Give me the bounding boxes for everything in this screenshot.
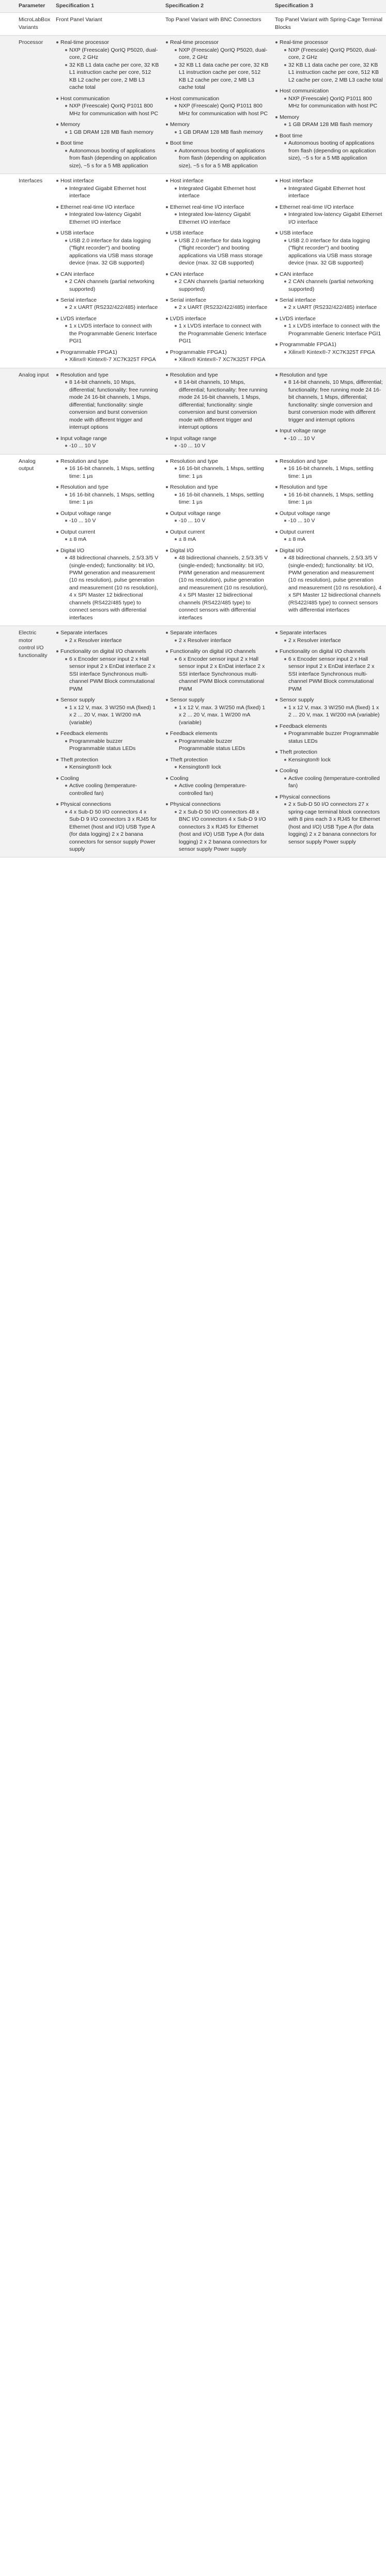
spec-group-title: Resolution and type [165,458,269,465]
spec-group-title: Memory [275,114,383,121]
spec-group-title: Resolution and type [275,371,383,379]
spec-item: Active cooling (temperature-controlled fan) [284,775,383,790]
spec-group-title: Separate interfaces [165,629,269,636]
spec-item: 2 x Resolver interface [174,637,269,644]
variant-1: Front Panel Variant [53,13,162,36]
spec-group [165,510,269,525]
spec-cell [162,174,272,368]
variant-3: Top Panel Variant with Spring-Cage Terminal Blocks [272,13,386,36]
spec-group [56,121,159,136]
spec-item: -10 ... 10 V [65,442,159,449]
spec-cell [53,174,162,368]
spec-item: ± 8 mA [284,536,383,543]
spec-group [165,547,269,622]
spec-item: 16 16-bit channels, 1 Msps, settling time: 1 µs [284,465,383,480]
spec-group [56,296,159,311]
spec-group [275,427,383,442]
spec-item: Integrated low-latency Gigabit Ethernet I/O interface [174,211,269,226]
spec-group-title: Cooling [275,767,383,774]
spec-item: Xilinx® Kintex®-7 XC7K325T FPGA [174,356,269,363]
spec-group-title: LVDS interface [275,315,383,322]
spec-group-title: Host interface [275,177,383,184]
spec-row [0,174,386,368]
spec-group-title: Real-time processor [165,39,269,46]
spec-cell [272,454,386,626]
spec-group-title: Programmable FPGA1) [165,349,269,356]
row-label: Interfaces [16,174,53,368]
spec-row [0,36,386,174]
spec-cell [162,454,272,626]
spec-group-title: Separate interfaces [275,629,383,636]
spec-group [56,177,159,199]
spec-item: Programmable buzzer Programmable status LEDs [174,738,269,753]
spec-group [165,696,269,726]
spec-group-title: Output voltage range [56,510,159,517]
spec-item: 1 GB DRAM 128 MB flash memory [174,129,269,136]
spec-item: 4 x Sub-D 50 I/O connectors 4 x Sub-D 9 I/O connectors 3 x RJ45 for Ethernet (host and I/O) USB Type A (for data logging) 2 x 2 banana connectors for sensor supply Power supply [65,808,159,853]
spec-group-title: Serial interface [275,296,383,304]
spec-group [275,629,383,644]
spec-group-title: CAN interface [56,271,159,278]
header-spec-2: Specification 2 [162,0,272,13]
spec-item: ± 8 mA [174,536,269,543]
spec-group [275,528,383,543]
spec-group [165,315,269,345]
spec-group-title: Functionality on digital I/O channels [56,648,159,655]
spec-item: Xilinx® Kintex®-7 XC7K325T FPGA [65,356,159,363]
spec-group-title: Input voltage range [275,427,383,434]
spec-group-title: Resolution and type [165,483,269,491]
spec-group-title: Functionality on digital I/O channels [275,648,383,655]
spec-group-title: Feedback elements [56,730,159,737]
spec-item: 6 x Encoder sensor input 2 x Hall sensor input 2 x EnDat interface 2 x SSI interface Synchronous multi-channel PWM Block commutational PWM [284,655,383,693]
spec-group-title: Programmable FPGA1) [275,341,383,348]
spec-item: 1 GB DRAM 128 MB flash memory [65,129,159,136]
spec-item: -10 ... 10 V [284,435,383,442]
spec-group [275,87,383,110]
spec-item: ± 8 mA [65,536,159,543]
spec-group-title: Feedback elements [275,723,383,730]
spec-cell [272,36,386,174]
spec-group [275,767,383,789]
spec-item: NXP (Freescale) QorIQ P1011 800 MHz for communication with host PC [174,102,269,117]
spec-group-title: CAN interface [275,271,383,278]
spec-group-title: Output voltage range [275,510,383,517]
spec-group [165,349,269,364]
spec-item: NXP (Freescale) QorIQ P5020, dual-core, 2 GHz [284,46,383,61]
row-label: Analog input [16,368,53,454]
variants-label: MicroLabBox Variants [16,13,53,36]
spec-item: 2 CAN channels (partial networking supported) [65,278,159,293]
spec-item: Integrated Gigabit Ethernet host interface [174,185,269,200]
spec-group-title: Memory [56,121,159,128]
spec-group-title: Memory [165,121,269,128]
spec-group [56,39,159,91]
spec-group [275,114,383,129]
spec-item: 2 x Sub-D 50 I/O connectors 27 x spring-cage terminal block connectors with 8 pins each 3 x RJ45 for Ethernet (host and I/O) USB Type A (for data logging) 2 x 2 banana connectors for sensor supply Power supply [284,801,383,846]
spec-group [56,139,159,169]
spec-item: 1 x LVDS interface to connect with the Programmable Generic Interface PGI1 [65,322,159,345]
spec-cell [162,36,272,174]
table-header-row [0,0,386,13]
spec-group-title: Resolution and type [165,371,269,379]
spec-row [0,368,386,454]
spec-group-title: Boot time [165,139,269,147]
spec-group-title: Real-time processor [56,39,159,46]
spec-item: 1 GB DRAM 128 MB flash memory [284,121,383,128]
spec-group [56,629,159,644]
spec-group-title: USB interface [275,229,383,237]
spec-group-title: Sensor supply [165,696,269,704]
spec-item: 2 CAN channels (partial networking supported) [284,278,383,293]
spec-group-title: Host communication [275,87,383,95]
row-label: Analog output [16,454,53,626]
spec-group [275,723,383,745]
spec-group [165,435,269,450]
spec-group-title: Functionality on digital I/O channels [165,648,269,655]
spec-cell [162,368,272,454]
spec-group [56,315,159,345]
spec-item: Integrated low-latency Gigabit Ethernet I/O interface [65,211,159,226]
spec-group [275,458,383,480]
spec-item: 1 x LVDS interface to connect with the Programmable Generic Interface PGI1 [284,322,383,337]
spec-item: NXP (Freescale) QorIQ P5020, dual-core, 2 GHz [65,46,159,61]
spec-item: NXP (Freescale) QorIQ P1011 800 MHz for communication with host PC [65,102,159,117]
spec-group-title: Cooling [165,775,269,782]
spec-group [275,39,383,84]
spec-group-title: Programmable FPGA1) [56,349,159,356]
spec-group [165,801,269,853]
spec-group [275,748,383,763]
spec-group [275,547,383,614]
spec-item: 2 x UART (RS232/422/485) interface [174,304,269,311]
spec-group [165,648,269,693]
spec-group [275,696,383,719]
spec-group [56,349,159,364]
spec-group [56,528,159,543]
spec-item: 16 16-bit channels, 1 Msps, settling time: 1 µs [174,491,269,506]
spec-group [56,435,159,450]
spec-group-title: Ethernet real-time I/O interface [275,204,383,211]
spec-group-title: Host interface [56,177,159,184]
spec-item: 48 bidirectional channels, 2.5/3.3/5 V (single-ended); functionality: bit I/O, PWM generation and measurement (10 ns resolution), pulse generation and measurement (10 ns resolution), 4 x SPI Master 12 bidirectional channels (RS422/485 type) to connect sensors with differential interfaces [284,554,383,614]
spec-cell [53,368,162,454]
spec-item: Autonomous booting of applications from flash (depending on application size), ~5 s for a 5 MB application [174,147,269,169]
spec-group-title: Separate interfaces [56,629,159,636]
spec-group [56,95,159,117]
spec-group [165,271,269,293]
spec-group [165,371,269,431]
spec-group [275,510,383,525]
spec-cell [53,626,162,857]
spec-item: -10 ... 10 V [174,517,269,524]
spec-group-title: Resolution and type [275,483,383,491]
spec-item: 8 14-bit channels, 10 Msps, differential; functionality: free running mode 24 16-bit channels, 1 Msps, differential; functionality: single conversion and burst conversion mode with different trigger and interrupt options [284,379,383,424]
spec-cell [272,174,386,368]
spec-group [275,483,383,506]
spec-group [56,204,159,226]
spec-group [56,801,159,853]
gutter [0,13,16,36]
spec-item: NXP (Freescale) QorIQ P5020, dual-core, 2 GHz [174,46,269,61]
spec-item: Integrated low-latency Gigabit Ethernet I/O interface [284,211,383,226]
spec-row [0,626,386,857]
spec-group-title: LVDS interface [165,315,269,322]
spec-item: -10 ... 10 V [174,442,269,449]
spec-group [56,547,159,622]
spec-group [275,177,383,199]
spec-group [56,756,159,771]
spec-group [275,371,383,424]
variants-row [0,13,386,36]
spec-group [275,132,383,162]
spec-item: Kensington® lock [284,756,383,763]
spec-item: 1 x 12 V, max. 3 W/250 mA (fixed) 1 x 2 ... 20 V, max. 1 W/200 mA (variable) [65,704,159,726]
spec-group [275,341,383,356]
spec-item: 48 bidirectional channels, 2.5/3.3/5 V (single-ended); functionality: bit I/O, PWM generation and measurement (10 ns resolution), pulse generation and measurement (10 ns resolution), 4 x SPI Master 12 bidirectional channels (RS422/485 type) to connect sensors with differential interfaces [65,554,159,621]
spec-item: 32 KB L1 data cache per core, 32 KB L1 instruction cache per core, 512 KB L2 cache per core, 2 MB L3 cache total [65,61,159,91]
spec-group-title: Theft protection [165,756,269,763]
gutter [0,368,16,454]
spec-item: Kensington® lock [65,763,159,771]
header-spec-1: Specification 1 [53,0,162,13]
spec-group-title: LVDS interface [56,315,159,322]
header-spec-3: Specification 3 [272,0,386,13]
spec-item: 16 16-bit channels, 1 Msps, settling time: 1 µs [174,465,269,480]
spec-group-title: Input voltage range [165,435,269,442]
spec-item: 1 x 12 V, max. 3 W/250 mA (fixed) 1 x 2 ... 20 V, max. 1 W/200 mA (variable) [284,704,383,719]
spec-item: 2 CAN channels (partial networking supported) [174,278,269,293]
spec-cell [162,626,272,857]
spec-group [56,696,159,726]
spec-group [275,296,383,311]
spec-item: Kensington® lock [174,763,269,771]
spec-group-title: Sensor supply [56,696,159,704]
spec-group-title: Host communication [165,95,269,102]
spec-group [165,229,269,267]
spec-group-title: CAN interface [165,271,269,278]
spec-group [56,229,159,267]
spec-item: Integrated Gigabit Ethernet host interface [284,185,383,200]
spec-group-title: Sensor supply [275,696,383,704]
spec-group-title: Output voltage range [165,510,269,517]
spec-group [56,371,159,431]
spec-item: 48 bidirectional channels, 2.5/3.3/5 V (single-ended); functionality: bit I/O, PWM generation and measurement (10 ns resolution), pulse generation and measurement (10 ns resolution), 4 x SPI Master 12 bidirectional channels (RS422/485 type) to connect sensors with differential interfaces [174,554,269,621]
spec-group-title: Ethernet real-time I/O interface [56,204,159,211]
spec-item: 32 KB L1 data cache per core, 32 KB L1 instruction cache per core, 512 KB L2 cache per core, 2 MB L3 cache total [284,61,383,84]
spec-group-title: Cooling [56,775,159,782]
spec-item: USB 2.0 interface for data logging ("flight recorder") and booting applications via USB mass storage device (max. 32 GB supported) [284,237,383,267]
spec-group [165,775,269,797]
spec-item: 8 14-bit channels, 10 Msps, differential; functionality: free running mode 24 16-bit channels, 1 Msps, differential; functionality: single conversion and burst conversion mode with different trigger and interrupt options [65,379,159,431]
spec-group [165,483,269,506]
spec-group [165,296,269,311]
spec-group-title: Host interface [165,177,269,184]
spec-group-title: Host communication [56,95,159,102]
spec-item: USB 2.0 interface for data logging ("flight recorder") and booting applications via USB mass storage device (max. 32 GB supported) [65,237,159,267]
spec-group-title: Resolution and type [56,483,159,491]
spec-item: 16 16-bit channels, 1 Msps, settling time: 1 µs [65,465,159,480]
spec-item: 2 x UART (RS232/422/485) interface [284,304,383,311]
spec-group-title: Theft protection [56,756,159,763]
spec-group-title: Boot time [56,139,159,147]
spec-group [165,528,269,543]
variant-2: Top Panel Variant with BNC Connectors [162,13,272,36]
spec-group-title: Input voltage range [56,435,159,442]
header-parameter: Parameter [16,0,53,13]
spec-group [275,229,383,267]
spec-group [275,648,383,693]
spec-item: Programmable buzzer Programmable status LEDs [65,738,159,753]
spec-item: -10 ... 10 V [65,517,159,524]
gutter [0,626,16,857]
spec-item: 6 x Encoder sensor input 2 x Hall sensor input 2 x EnDat interface 2 x SSI interface Synchronous multi-channel PWM Block commutational PWM [174,655,269,693]
spec-item: Xilinx® Kintex®-7 XC7K325T FPGA [284,349,383,356]
spec-group [56,775,159,797]
spec-group [165,177,269,199]
spec-group [165,121,269,136]
spec-item: 1 x 12 V, max. 3 W/250 mA (fixed) 1 x 2 ... 20 V, max. 1 W/200 mA (variable) [174,704,269,726]
spec-item: 16 16-bit channels, 1 Msps, settling time: 1 µs [284,491,383,506]
spec-group-title: USB interface [165,229,269,237]
spec-group [165,139,269,169]
spec-group-title: Physical connections [56,801,159,808]
spec-row [0,454,386,626]
spec-group [165,39,269,91]
spec-group-title: Physical connections [165,801,269,808]
gutter [0,0,16,13]
spec-group [275,315,383,337]
row-label: Processor [16,36,53,174]
spec-group [56,510,159,525]
spec-cell [272,368,386,454]
spec-group-title: Resolution and type [56,371,159,379]
spec-item: 1 x LVDS interface to connect with the Programmable Generic Interface PGI1 [174,322,269,345]
spec-group [56,730,159,752]
spec-group-title: Digital I/O [165,547,269,554]
spec-item: Integrated Gigabit Ethernet host interface [65,185,159,200]
spec-group [275,793,383,846]
spec-group-title: Ethernet real-time I/O interface [165,204,269,211]
spec-item: 6 x Encoder sensor input 2 x Hall sensor input 2 x EnDat interface 2 x SSI interface Synchronous multi-channel PWM Block commutational PWM [65,655,159,693]
spec-group-title: Boot time [275,132,383,139]
spec-item: 2 x Sub-D 50 I/O connectors 48 x BNC I/O connectors 4 x Sub-D 9 I/O connectors 3 x RJ45 for Ethernet (host and I/O) USB Type A (for data logging) 2 x 2 banana connectors for sensor supply Power supply [174,808,269,853]
row-label: Electric motor control I/O functionality [16,626,53,857]
spec-group-title: Digital I/O [56,547,159,554]
spec-group-title: Real-time processor [275,39,383,46]
spec-item: USB 2.0 interface for data logging ("flight recorder") and booting applications via USB mass storage device (max. 32 GB supported) [174,237,269,267]
spec-group [56,648,159,693]
spec-item: 16 16-bit channels, 1 Msps, settling time: 1 µs [65,491,159,506]
spec-group-title: Serial interface [56,296,159,304]
spec-group [275,271,383,293]
spec-group [165,458,269,480]
spec-item: Active cooling (temperature-controlled fan) [174,782,269,797]
spec-item: Active cooling (temperature-controlled fan) [65,782,159,797]
spec-group [165,204,269,226]
spec-group [56,271,159,293]
spec-group-title: Output current [275,528,383,536]
spec-cell [53,36,162,174]
spec-cell [53,454,162,626]
spec-group-title: Resolution and type [56,458,159,465]
spec-group [56,483,159,506]
spec-table [0,0,386,857]
spec-item: Autonomous booting of applications from flash (depending on application size), ~5 s for a 5 MB application [284,139,383,162]
gutter [0,174,16,368]
spec-group-title: Resolution and type [275,458,383,465]
spec-group-title: Theft protection [275,748,383,756]
spec-group [165,730,269,752]
spec-group-title: Output current [165,528,269,536]
spec-item: 32 KB L1 data cache per core, 32 KB L1 instruction cache per core, 512 KB L2 cache per core, 2 MB L3 cache total [174,61,269,91]
spec-group [165,629,269,644]
gutter [0,36,16,174]
spec-group-title: Serial interface [165,296,269,304]
spec-item: Programmable buzzer Programmable status LEDs [284,730,383,745]
spec-group-title: Feedback elements [165,730,269,737]
spec-group [165,95,269,117]
spec-item: 2 x Resolver interface [65,637,159,644]
spec-group [165,756,269,771]
spec-cell [272,626,386,857]
spec-item: 2 x Resolver interface [284,637,383,644]
spec-group-title: Physical connections [275,793,383,801]
spec-item: NXP (Freescale) QorIQ P1011 800 MHz for communication with host PC [284,95,383,110]
spec-item: 8 14-bit channels, 10 Msps, differential; functionality: free running mode 24 16-bit channels, 1 Msps, differential; functionality: single conversion and burst conversion mode with different trigger and interrupt options [174,379,269,431]
spec-group-title: Output current [56,528,159,536]
spec-group-title: USB interface [56,229,159,237]
gutter [0,454,16,626]
spec-group-title: Digital I/O [275,547,383,554]
spec-item: Autonomous booting of applications from flash (depending on application size), ~5 s for a 5 MB application [65,147,159,169]
spec-group [275,204,383,226]
spec-item: 2 x UART (RS232/422/485) interface [65,304,159,311]
spec-item: -10 ... 10 V [284,517,383,524]
spec-group [56,458,159,480]
